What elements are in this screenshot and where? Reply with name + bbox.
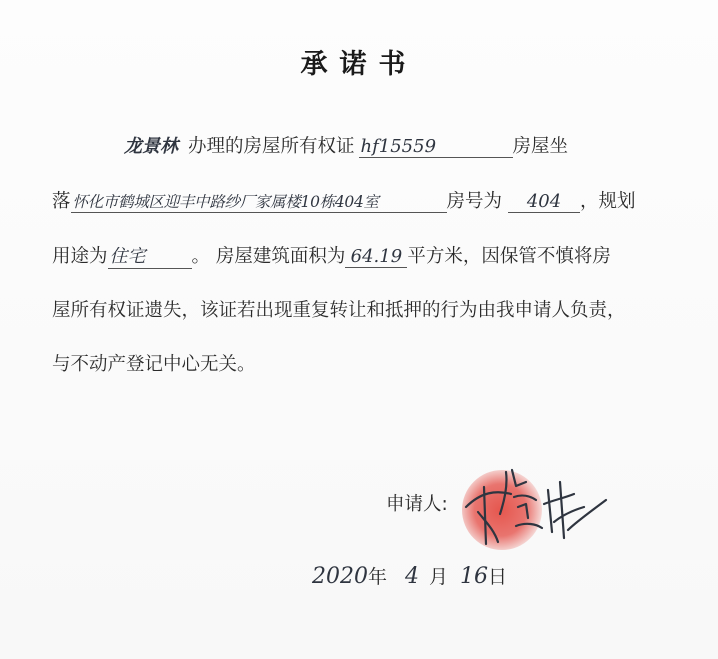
handwritten-room-number: 404 [508,191,580,213]
line1-text-b: 房屋坐 [512,136,569,157]
handwritten-certificate-number: hf15559 [359,136,513,158]
handwritten-address: 怀化市鹤城区迎丰中路纱厂家属楼10栋404室 [71,190,447,213]
handwritten-usage: 住宅 [108,242,192,269]
line3-text-b: 。 房屋建筑面积为 [191,246,346,267]
paragraph-line-2 [52,187,636,213]
handwritten-day: 16 [460,564,489,589]
handwritten-month: 4 [405,564,420,589]
signing-date [312,562,507,589]
day-label: 日 [488,566,508,588]
line2-text-a: 落 [52,191,71,212]
line2-text-b: 房号为 [446,191,503,212]
handwritten-signature [456,452,616,552]
line1-text-a: 办理的房屋所有权证 [188,136,355,157]
paragraph-line-4: 屋所有权证遗失，该证若出现重复转让和抵押的行为由我申请人负责， [52,300,626,321]
year-label: 年 [368,566,388,588]
paragraph-line-1 [52,132,568,158]
paragraph-line-5: 与不动产登记中心无关。 [52,354,256,375]
handwritten-year: 2020 [312,564,368,589]
month-label: 月 [429,566,449,588]
signature-label: 申请人: [386,494,448,515]
line2-text-c: ，规划 [580,191,636,212]
document-title: 承诺书 [300,49,418,80]
handwritten-owner-name: 龙景林 [124,136,178,157]
handwritten-area: 64.19 [345,246,407,268]
line3-text-c: 平方米，因保管不慎将房 [407,246,611,267]
line3-text-a: 用途为 [52,246,108,267]
paragraph-line-3 [52,242,611,269]
